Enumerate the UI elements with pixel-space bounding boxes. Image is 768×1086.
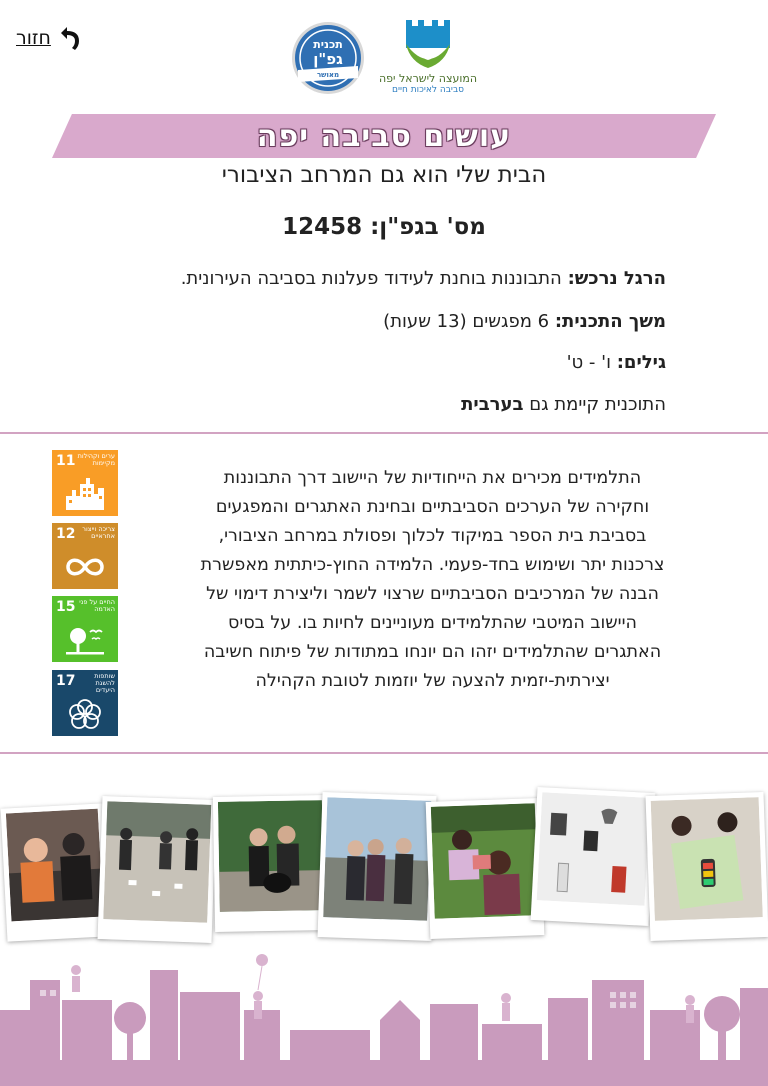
duration-label: משך התכנית: [554,311,666,332]
activity-photos [0,780,768,960]
program-number: מס' בגפ"ן: 12458 [282,214,486,240]
divider-top [0,432,768,434]
description-line: התלמידים מכירים את הייחודיות של היישוב דרך התבוננות [223,468,642,488]
council-name: המועצה לישראל יפה [378,72,478,85]
council-tagline: סביבה לאיכות חיים [391,85,464,95]
tower-leaf-icon [400,18,456,70]
city-icon [64,476,106,512]
description-line: יצירתית-יזמית להצעה של יוזמות לטובת הקהילה [255,671,610,691]
gefen-approved-badge-logo [290,20,366,96]
activity-photo [531,787,656,926]
activity-photo [98,796,217,943]
infinity-icon [64,549,106,585]
habit-row [181,268,666,289]
activity-photo [213,795,329,932]
activity-photo [1,803,110,941]
sdg-11-tile [52,450,118,516]
council-logo [372,18,484,104]
description-line: היישוב המיטבי שהתלמידים מעוניינים לחיות בו. על בסיס [228,613,637,633]
ages-value: ו' - ט' [566,352,611,373]
description-line: וחקירה של הערכים הסביבתיים ובחינת האתגרים והמפגעים [215,497,650,517]
sdg-label: ערים וקהילות מקיימות [77,452,115,467]
habit-label: הרגל נרכש: [567,268,666,289]
sdg-12-tile [52,523,118,589]
badge-line3: מאושר [316,71,340,79]
sdg-label: החיים על פני האדמה [79,598,115,613]
page-title: עושים סביבה יפה [256,118,512,154]
activity-photo [426,798,545,939]
divider-bottom [0,752,768,754]
activity-photo [318,792,437,941]
sdg-number: 11 [56,453,76,469]
ages-label: גילים: [616,352,666,373]
sdg-17-tile [52,670,118,736]
sdg-15-tile [52,596,118,662]
arabic-prefix: התוכנית קיימת גם [529,394,666,415]
city-skyline-illustration [0,940,768,1086]
activity-photo [646,792,768,941]
description-line: האתגרים שהתלמידים יזהו הם יונחו במתודות של פיתוח חשיבה [203,642,662,662]
habit-value: התבוננות בוחנת לעידוד פעלנות בסביבה העירונית. [180,268,562,289]
sdg-number: 17 [56,673,76,689]
page-subtitle: הבית שלי הוא גם המרחב הציבורי [221,162,547,188]
sdg-label: צריכה וייצור אחראיים [82,525,115,540]
description-line: בסביבת בית הספר במיקוד לכלוך ופסולת במרחב הציבורי, [218,526,647,546]
arabic-value: בערבית [461,394,524,415]
sdg-number: 15 [56,599,76,615]
back-arrow-icon [55,24,83,52]
ages-row [567,352,666,373]
duration-value: 6 מפגשים (13 שעות) [383,311,550,332]
duration-row [383,311,666,332]
back-label: חזור [16,27,51,49]
badge-line1: תכנית [313,38,343,51]
sdg-number: 12 [56,526,76,542]
tree-bird-icon [64,622,106,658]
program-description [150,464,715,696]
description-line: הבנה של המרכיבים הסביבתיים שרצוי לשמר וליצירת דימוי של [206,584,659,604]
back-link[interactable] [16,24,83,52]
sdg-label: שותפות להשגת היעדים [94,672,115,694]
badge-line2: גפ"ן [313,50,343,68]
description-line: צרכנות יתר ושימוש בחד-פעמי. הלמידה החוץ-כיתתית מאפשרת [200,555,665,575]
arabic-row [461,394,666,415]
flower-rings-icon [64,696,106,732]
